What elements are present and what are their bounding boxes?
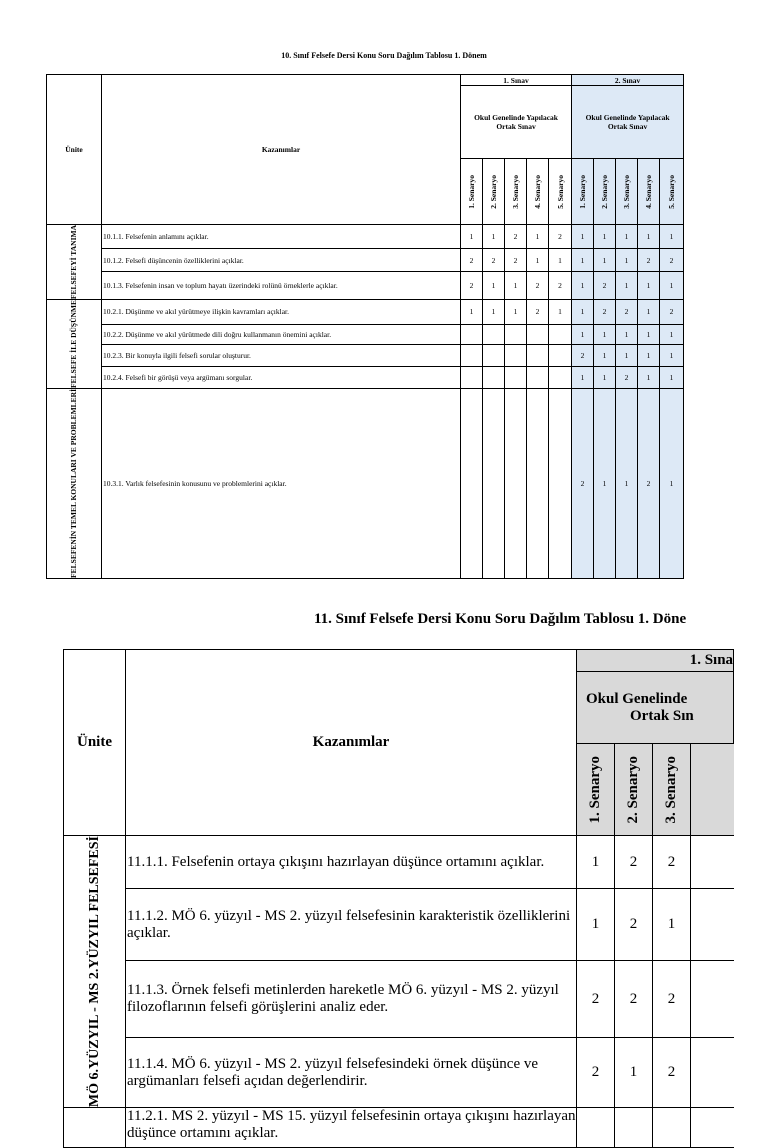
value-cell: 1 — [461, 300, 483, 325]
table2 — [63, 649, 734, 1148]
unit-name: MÖ 6.YÜZYIL - MS 2.YÜZYIL FELSEFESİ — [87, 836, 102, 1108]
value-cell: 2 — [572, 389, 594, 579]
kazanim-cell: 10.2.1. Düşünme ve akıl yürütmeye ilişkin kavramları açıklar. — [102, 300, 461, 325]
t2-filler-cell — [691, 889, 734, 960]
kazanim-header: Kazanımlar — [102, 75, 461, 225]
value-cell: 2 — [572, 344, 594, 366]
t2-scenario-2-label: 2. Senaryo — [625, 755, 641, 824]
value-cell: 1 — [505, 300, 527, 325]
t2-header-filler — [691, 744, 734, 836]
value-cell: 1 — [577, 889, 615, 960]
value-cell: 2 — [594, 300, 616, 325]
value-cell — [615, 1108, 653, 1148]
value-cell: 1 — [572, 324, 594, 344]
value-cell: 2 — [653, 960, 691, 1038]
value-cell: 1 — [572, 272, 594, 300]
value-cell: 2 — [505, 225, 527, 249]
exam1-scenario-3-label: 3. Senaryo — [511, 174, 520, 209]
t2-exam1-header: 1. Sına — [577, 650, 734, 672]
unit-name: FELSEFENİN TEMEL KONULARI VE PROBLEMLERİ — [69, 389, 78, 578]
table-row — [64, 1108, 734, 1148]
value-cell: 2 — [616, 366, 638, 388]
t2-exam-type: Okul Genelinde Ortak Sın — [577, 672, 734, 744]
t2-kazanim-header: Kazanımlar — [126, 650, 577, 836]
value-cell: 2 — [615, 836, 653, 889]
value-cell: 2 — [660, 300, 684, 325]
value-cell: 2 — [615, 889, 653, 960]
value-cell: 1 — [527, 249, 549, 272]
value-cell: 1 — [660, 272, 684, 300]
value-cell: 2 — [527, 272, 549, 300]
value-cell: 1 — [505, 272, 527, 300]
value-cell: 2 — [577, 960, 615, 1038]
exam1-scenario-2-label: 2. Senaryo — [489, 174, 498, 209]
value-cell: 2 — [549, 272, 572, 300]
exam1-type: Okul Genelinde Yapılacak Ortak Sınav — [461, 86, 572, 159]
value-cell: 2 — [653, 1038, 691, 1108]
kazanim-cell: 11.2.1. MS 2. yüzyıl - MS 15. yüzyıl felsefesinin ortaya çıkışını hazırlayan düşünce ortamını açıklar. — [126, 1108, 577, 1148]
t2-unite-header: Ünite — [64, 650, 126, 836]
unit-cell — [64, 1108, 126, 1148]
kazanim-cell: 11.1.3. Örnek felsefi metinlerden hareketle MÖ 6. yüzyıl - MS 2. yüzyıl filozoflarının felsefi görüşlerini analiz eder. — [126, 960, 577, 1038]
value-cell: 2 — [660, 249, 684, 272]
table1-title: 10. Sınıf Felsefe Dersi Konu Soru Dağılım Tablosu 1. Dönem — [281, 51, 487, 60]
value-cell: 2 — [616, 300, 638, 325]
exam1-header: 1. Sınav — [461, 75, 572, 86]
kazanim-cell: 11.1.2. MÖ 6. yüzyıl - MS 2. yüzyıl felsefesinin karakteristik özelliklerini açıklar. — [126, 889, 577, 960]
exam2-scenario-2-label: 2. Senaryo — [600, 174, 610, 209]
unite-header: Ünite — [47, 75, 102, 225]
value-cell: 1 — [594, 389, 616, 579]
value-cell: 2 — [594, 272, 616, 300]
value-cell: 1 — [577, 836, 615, 889]
exam1-scenario-4-label: 4. Senaryo — [533, 174, 542, 209]
t2-scenario-2 — [615, 744, 653, 836]
value-cell: 1 — [572, 225, 594, 249]
value-cell: 1 — [461, 225, 483, 249]
kazanim-cell: 10.1.3. Felsefenin insan ve toplum hayatı üzerindeki rolünü örneklerle açıklar. — [102, 272, 461, 300]
value-cell: 1 — [615, 1038, 653, 1108]
kazanim-cell: 10.1.2. Felsefi düşüncenin özelliklerini açıklar. — [102, 249, 461, 272]
value-cell: 1 — [483, 272, 505, 300]
value-cell: 1 — [660, 324, 684, 344]
value-cell: 1 — [483, 300, 505, 325]
value-cell: 1 — [660, 366, 684, 388]
value-cell: 1 — [638, 300, 660, 325]
value-cell: 1 — [660, 344, 684, 366]
value-cell: 1 — [638, 344, 660, 366]
exam1-scenario-1-label: 1. Senaryo — [467, 174, 476, 209]
kazanim-cell: 10.1.1. Felsefenin anlamını açıklar. — [102, 225, 461, 249]
value-cell: 1 — [616, 324, 638, 344]
exam2-type: Okul Genelinde Yapılacak Ortak Sınav — [572, 86, 684, 159]
t2-scenario-3-label: 3. Senaryo — [663, 755, 679, 824]
table-row — [64, 889, 734, 960]
value-cell: 1 — [660, 389, 684, 579]
kazanim-cell: 10.2.4. Felsefi bir görüşü veya argümanı sorgular. — [102, 366, 461, 388]
value-cell: 2 — [577, 1038, 615, 1108]
t2-filler-cell — [691, 1038, 734, 1108]
value-cell: 2 — [483, 249, 505, 272]
exam2-header: 2. Sınav — [572, 75, 684, 86]
t2-filler-cell — [691, 1108, 734, 1148]
value-cell: 1 — [594, 324, 616, 344]
value-cell: 1 — [638, 366, 660, 388]
value-cell: 1 — [616, 389, 638, 579]
value-cell: 1 — [616, 225, 638, 249]
value-cell: 1 — [616, 272, 638, 300]
kazanim-cell: 10.2.2. Düşünme ve akıl yürütmede dili doğru kullanmanın önemini açıklar. — [102, 324, 461, 344]
unit-name: FELSEFE İLE DÜŞÜNME — [69, 300, 78, 389]
exam2-scenario-4-label: 4. Senaryo — [644, 174, 654, 209]
value-cell: 1 — [616, 344, 638, 366]
value-cell — [577, 1108, 615, 1148]
table-row — [64, 960, 734, 1038]
value-cell: 2 — [461, 249, 483, 272]
kazanim-cell: 11.1.4. MÖ 6. yüzyıl - MS 2. yüzyıl felsefesindeki örnek düşünce ve argümanları felsefi açıdan değerlendirir. — [126, 1038, 577, 1108]
value-cell — [653, 1108, 691, 1148]
table-row — [64, 1038, 734, 1108]
value-cell: 1 — [483, 225, 505, 249]
value-cell: 2 — [615, 960, 653, 1038]
value-cell: 1 — [638, 324, 660, 344]
value-cell: 2 — [527, 300, 549, 325]
table-row — [64, 836, 734, 889]
kazanim-cell: 10.2.3. Bir konuyla ilgili felsefi sorular oluşturur. — [102, 344, 461, 366]
t2-scenario-3 — [653, 744, 691, 836]
value-cell: 1 — [572, 249, 594, 272]
value-cell: 1 — [616, 249, 638, 272]
value-cell: 2 — [653, 836, 691, 889]
value-cell: 1 — [638, 225, 660, 249]
value-cell: 2 — [638, 389, 660, 579]
value-cell: 1 — [638, 272, 660, 300]
value-cell: 1 — [653, 889, 691, 960]
value-cell: 1 — [572, 300, 594, 325]
value-cell: 1 — [549, 249, 572, 272]
value-cell: 2 — [549, 225, 572, 249]
value-cell: 1 — [594, 249, 616, 272]
value-cell: 2 — [461, 272, 483, 300]
value-cell: 1 — [527, 225, 549, 249]
value-cell: 1 — [594, 344, 616, 366]
exam2-scenario-5-label: 5. Senaryo — [667, 174, 677, 209]
exam2-scenario-1-label: 1. Senaryo — [578, 174, 588, 209]
value-cell: 1 — [549, 300, 572, 325]
unit-cell — [64, 836, 126, 1108]
unit-name: FELSEFEYİ TANIMA — [69, 225, 78, 300]
value-cell: 1 — [572, 366, 594, 388]
table2-title: 11. Sınıf Felsefe Dersi Konu Soru Dağılım Tablosu 1. Döne — [314, 611, 687, 627]
value-cell: 1 — [594, 366, 616, 388]
value-cell: 1 — [660, 225, 684, 249]
exam1-scenario-5-label: 5. Senaryo — [555, 174, 565, 209]
value-cell: 1 — [594, 225, 616, 249]
value-cell: 2 — [638, 249, 660, 272]
kazanim-cell: 10.3.1. Varlık felsefesinin konusunu ve problemlerini açıklar. — [102, 389, 461, 579]
t2-filler-cell — [691, 960, 734, 1038]
exam2-scenario-3-label: 3. Senaryo — [622, 174, 632, 209]
t2-filler-cell — [691, 836, 734, 889]
kazanim-cell: 11.1.1. Felsefenin ortaya çıkışını hazırlayan düşünce ortamını açıklar. — [126, 836, 577, 889]
t2-scenario-1 — [577, 744, 615, 836]
value-cell: 2 — [505, 249, 527, 272]
t2-scenario-1-label: 1. Senaryo — [587, 755, 603, 824]
